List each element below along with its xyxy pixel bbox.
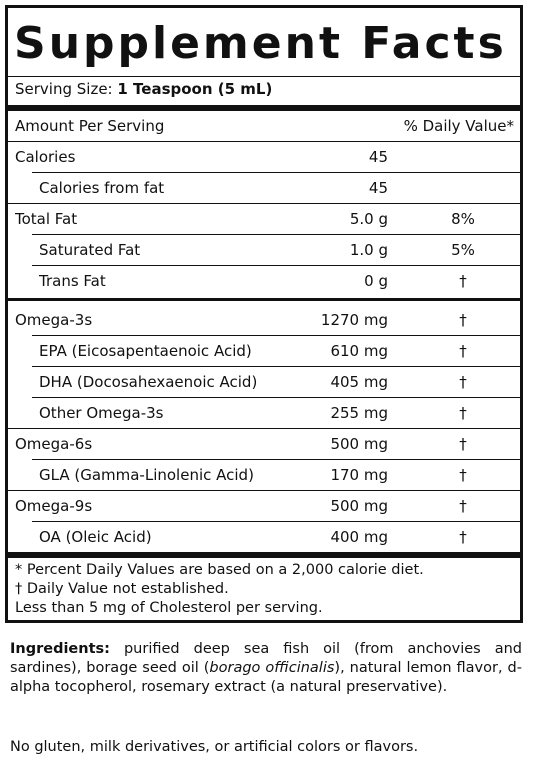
nutrient-amount: 45 bbox=[368, 148, 388, 166]
daily-value-header: % Daily Value* bbox=[403, 117, 514, 135]
rule-thick-bottom bbox=[8, 552, 520, 558]
nutrient-daily-value: † bbox=[459, 466, 467, 484]
nutrient-row-trans-fat bbox=[8, 266, 520, 297]
nutrient-row-dha bbox=[8, 367, 520, 398]
nutrient-row-omega-6s bbox=[8, 429, 520, 460]
nutrient-amount: 610 mg bbox=[330, 342, 388, 360]
serving-size-value: 1 Teaspoon (5 mL) bbox=[117, 80, 273, 98]
nutrient-label: Omega-9s bbox=[15, 497, 93, 515]
nutrient-amount: 5.0 g bbox=[349, 210, 388, 228]
nutrient-daily-value: † bbox=[459, 311, 467, 329]
nutrient-label: Omega-3s bbox=[15, 311, 93, 329]
serving-size-label: Serving Size: bbox=[15, 80, 113, 98]
nutrient-row-saturated-fat bbox=[8, 235, 520, 266]
nutrient-daily-value: † bbox=[459, 342, 467, 360]
nutrient-row-other-omega-3s bbox=[8, 398, 520, 429]
nutrient-daily-value: † bbox=[459, 435, 467, 453]
nutrient-amount: 255 mg bbox=[330, 404, 388, 422]
footnote-not-established: † Daily Value not established. bbox=[15, 581, 229, 597]
nutrient-amount: 1270 mg bbox=[320, 311, 388, 329]
nutrient-label: EPA (Eicosapentaenoic Acid) bbox=[39, 342, 252, 360]
nutrient-label: DHA (Docosahexaenoic Acid) bbox=[39, 373, 258, 391]
nutrient-amount: 1.0 g bbox=[349, 241, 388, 259]
nutrient-daily-value: † bbox=[459, 373, 467, 391]
nutrient-amount: 500 mg bbox=[330, 497, 388, 515]
nutrient-row-omega-3s bbox=[8, 305, 520, 336]
nutrient-label: OA (Oleic Acid) bbox=[39, 528, 152, 546]
nutrient-daily-value: 8% bbox=[451, 210, 475, 228]
nutrient-amount: 500 mg bbox=[330, 435, 388, 453]
nutrient-daily-value: 5% bbox=[451, 241, 475, 259]
nutrient-amount: 400 mg bbox=[330, 528, 388, 546]
nutrient-row-gla bbox=[8, 460, 520, 491]
nutrient-label: Total Fat bbox=[15, 210, 78, 228]
nutrient-label: Trans Fat bbox=[39, 272, 106, 290]
free-from-statement: No gluten, milk derivatives, or artificial colors or flavors. bbox=[10, 739, 419, 755]
nutrient-label: GLA (Gamma-Linolenic Acid) bbox=[39, 466, 254, 484]
footnotes bbox=[15, 561, 521, 618]
nutrient-label: Calories from fat bbox=[39, 179, 165, 197]
nutrient-amount: 45 bbox=[368, 179, 388, 197]
header-row bbox=[8, 111, 520, 142]
nutrient-label: Omega-6s bbox=[15, 435, 93, 453]
nutrient-daily-value: † bbox=[459, 404, 467, 422]
ingredients-botanical-name: borago officinalis bbox=[209, 660, 335, 676]
rule-section-divider bbox=[8, 298, 520, 301]
amount-per-serving-header: Amount Per Serving bbox=[15, 117, 165, 135]
panel-title: Supplement Facts bbox=[14, 18, 507, 69]
nutrient-row-calories-from-fat bbox=[8, 173, 520, 204]
nutrient-amount: 405 mg bbox=[330, 373, 388, 391]
nutrient-daily-value: † bbox=[459, 272, 467, 290]
ingredients-part-2: ), natural lemon flavor, d-alpha tocopherol, rosemary extract (a natural preservative). bbox=[10, 660, 522, 695]
footnote-cholesterol: Less than 5 mg of Cholesterol per serving. bbox=[15, 600, 323, 616]
nutrient-row-calories bbox=[8, 142, 520, 173]
footnote-daily-value: * Percent Daily Values are based on a 2,000 calorie diet. bbox=[15, 562, 424, 578]
nutrient-row-omega-9s bbox=[8, 491, 520, 522]
serving-size bbox=[15, 76, 521, 102]
nutrient-label: Other Omega-3s bbox=[39, 404, 164, 422]
nutrient-label: Calories bbox=[15, 148, 76, 166]
ingredients-part-1: purified deep sea fish oil (from anchovies and sardines), borage seed oil ( bbox=[10, 641, 522, 676]
nutrient-label: Saturated Fat bbox=[39, 241, 141, 259]
nutrient-row-epa bbox=[8, 336, 520, 367]
supplement-facts-panel bbox=[5, 5, 523, 623]
nutrient-row-oa bbox=[8, 522, 520, 553]
nutrient-row-total-fat bbox=[8, 204, 520, 235]
nutrient-daily-value: † bbox=[459, 528, 467, 546]
ingredients-text bbox=[10, 640, 522, 697]
ingredients-label: Ingredients: bbox=[10, 641, 110, 657]
nutrient-amount: 170 mg bbox=[330, 466, 388, 484]
nutrient-daily-value: † bbox=[459, 497, 467, 515]
nutrient-amount: 0 g bbox=[364, 272, 388, 290]
